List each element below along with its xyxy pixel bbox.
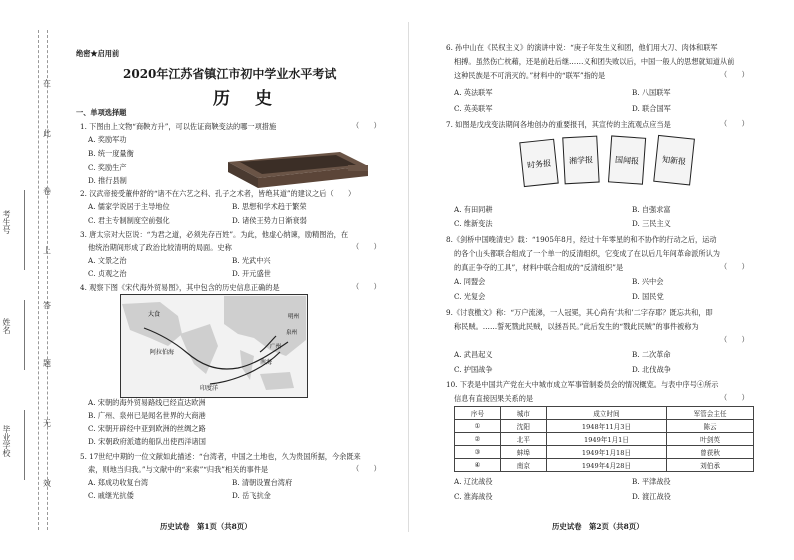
school-field[interactable] — [14, 410, 25, 480]
question-5: 5. 17世纪中期的一位文献如此描述：“台湾者，中国之土地也，久为贵国所据，今余既来 — [80, 452, 361, 461]
option-c: C. 戚继光抗倭 — [88, 491, 134, 500]
table-header-row — [455, 407, 754, 420]
table-cell: 叶剑英 — [667, 433, 754, 446]
answer-bracket[interactable]: （ ） — [720, 262, 749, 271]
option-a: A. 宋朝的海外贸易路线已经直达欧洲 — [88, 398, 206, 407]
answer-bracket[interactable]: （ ） — [720, 119, 749, 128]
newspaper-title: 知新报 — [661, 154, 687, 167]
option-b: B. 清朝设置台湾府 — [232, 478, 293, 487]
option-b: B. 兴中会 — [632, 277, 664, 286]
option-d: D. 开元盛世 — [232, 269, 271, 278]
school-label: 毕业学校 — [2, 425, 11, 457]
option-c: C. 维新变法 — [454, 219, 493, 228]
guide-char: 无 — [43, 419, 51, 428]
question-6-cont: 这种民族是不可消灭的。”材料中的“联军”指的是 — [454, 71, 606, 80]
question-8: 8.《剑桥中国晚清史》载：“1905年8月，经过十年零星的和不协作的行动之后，运动 — [446, 235, 717, 244]
table-cell: 1949年1月18日 — [546, 446, 666, 459]
option-a: A. 郑成功收复台湾 — [88, 478, 149, 487]
option-a: A. 奖励军功 — [88, 135, 127, 144]
shang-yang-measure-image — [222, 148, 372, 190]
option-a: A. 儒家学说居于主导地位 — [88, 202, 170, 211]
option-b: B. 二次革命 — [632, 350, 671, 359]
option-d: D. 国民党 — [632, 292, 664, 301]
guide-char: 上 — [43, 246, 51, 255]
option-d: D. 北伐战争 — [632, 365, 671, 374]
table-cell: 陈云 — [667, 420, 754, 433]
option-a: A. 武昌起义 — [454, 350, 493, 359]
question-3-cont: 他统治期间形成了政治比较清明的局面。史称 — [88, 243, 232, 252]
guide-char: 效 — [43, 479, 51, 488]
table-cell: 1948年11月3日 — [546, 420, 666, 433]
option-c: C. 英美联军 — [454, 104, 493, 113]
option-a: A. 英法联军 — [454, 88, 493, 97]
option-d: D. 渡江战役 — [632, 492, 671, 501]
guide-char: 答 — [43, 301, 51, 310]
map-label-south-sea: 南海 — [260, 359, 273, 366]
option-b: B. 广州、泉州已是闻名世界的大商港 — [88, 411, 206, 420]
confidential-mark: 绝密★启用前 — [76, 49, 120, 58]
option-d: D. 三民主义 — [632, 219, 671, 228]
option-d: D. 宋朝政府派遣的船队出使西洋诸国 — [88, 437, 206, 446]
examinee-number-label: 考生号 — [2, 210, 11, 234]
subject-title: 历 史 — [213, 89, 276, 109]
reform-newspapers-image — [518, 133, 700, 189]
page-footer: 历史试卷 第2页（共8页） — [552, 522, 644, 531]
answer-bracket[interactable]: （ ） — [720, 335, 749, 344]
option-c: C. 贞观之治 — [88, 269, 127, 278]
question-1: 1. 下图由上文物“商鞅方升”，可以佐证商鞅变法的哪一项措施 — [80, 122, 277, 131]
map-label-mingzhou: 明州 — [288, 314, 300, 320]
option-a: A. 有田同耕 — [454, 205, 493, 214]
guide-char: 卷 — [43, 187, 51, 196]
question-5-cont: 索，则地当归我。”与文献中的“来索”“归我”相关的事件是 — [88, 465, 269, 474]
table-row — [455, 420, 754, 433]
answer-bracket[interactable]: （ ） — [720, 70, 749, 79]
option-d: D. 诸侯王势力日渐衰弱 — [232, 216, 307, 225]
table-cell: ① — [455, 420, 501, 433]
option-b: B. 自强求富 — [632, 205, 671, 214]
question-10: 10. 下表是中国共产党在大中城市成立军事管制委员会的情况概览。与表中序号④所示 — [446, 380, 719, 389]
answer-bracket[interactable]: （ ） — [352, 282, 381, 291]
question-4: 4. 观察下图《宋代海外贸易图》，其中包含的历史信息正确的是 — [80, 283, 280, 292]
question-10-cont: 信息有直接因果关系的是 — [454, 394, 534, 403]
question-7: 7. 如图是戊戌变法期间各地创办的重要报刊，其宣传的主流观点应当是 — [446, 120, 671, 129]
option-d: D. 岳飞抗金 — [232, 491, 271, 500]
page-footer: 历史试卷 第1页（共8页） — [160, 522, 252, 531]
table-cell: 曾获秋 — [667, 446, 754, 459]
column-header: 序号 — [455, 407, 501, 420]
table-cell: 1949年4月28日 — [546, 459, 666, 472]
table-row — [455, 433, 754, 446]
map-label-indian-ocean: 印度洋 — [200, 385, 219, 392]
option-d: D. 联合国军 — [632, 104, 671, 113]
question-9: 9.《讨袁檄文》称：“万户流涕，一人冠冕，其心尚有‘共和’二字存耶？既忘共和，即 — [446, 308, 713, 317]
map-label-quanzhou: 泉州 — [286, 330, 298, 336]
question-6: 6. 孙中山在《民权主义》的演讲中说：“庚子年发生义和团，他们用大刀、肉体和联军 — [446, 43, 718, 52]
table-cell: 沈阳 — [500, 420, 546, 433]
section-heading: 一、单项选择题 — [76, 108, 127, 117]
option-b: B. 光武中兴 — [232, 256, 271, 265]
option-c: C. 奖励生产 — [88, 163, 127, 172]
option-b: B. 统一度量衡 — [88, 149, 134, 158]
table-cell: 1949年1月1日 — [546, 433, 666, 446]
question-8-cont: 的各个山头都联合组成了一个单一的反清组织，它变成了在以后几年间革命派所认为 — [454, 249, 720, 258]
column-header: 成立时间 — [546, 407, 666, 420]
table-cell: ③ — [455, 446, 501, 459]
option-a: A. 文景之治 — [88, 256, 127, 265]
table-cell: 蚌埠 — [500, 446, 546, 459]
table-row — [455, 459, 754, 472]
map-label-guangzhou: 广州 — [270, 344, 282, 350]
song-trade-map — [120, 294, 308, 398]
table-row — [455, 446, 754, 459]
map-label-dashi: 大食 — [148, 311, 161, 318]
table-cell: 南京 — [500, 459, 546, 472]
option-a: A. 辽沈战役 — [454, 477, 493, 486]
column-header: 城市 — [500, 407, 546, 420]
question-2: 2. 汉武帝接受董仲舒的“诸不在六艺之科、孔子之术者，皆绝其道”的建议之后（ ） — [80, 189, 356, 198]
newspaper-title: 国闻报 — [614, 155, 640, 166]
option-b: B. 平津战役 — [632, 477, 671, 486]
option-c: C. 君主专制制度空前强化 — [88, 216, 170, 225]
table-cell: ② — [455, 433, 501, 446]
newspaper-title: 湘学报 — [568, 155, 594, 166]
column-header: 军管会主任 — [667, 407, 754, 420]
examinee-number-field[interactable] — [14, 190, 25, 270]
name-label: 姓名 — [2, 318, 11, 334]
option-b: B. 八国联军 — [632, 88, 671, 97]
table-cell: 北平 — [500, 433, 546, 446]
option-b: B. 思想和学术趋于繁荣 — [232, 202, 307, 211]
question-9-cont: 称民贼。……誓死戮此民贼，以拯吾民。”此后发生的“戮此民贼”的事件被称为 — [454, 322, 699, 331]
name-field[interactable] — [14, 300, 25, 370]
military-committee-table — [454, 406, 754, 472]
guide-char: 此 — [43, 129, 51, 138]
option-a: A. 同盟会 — [454, 277, 486, 286]
option-c: C. 护国战争 — [454, 365, 493, 374]
option-d: D. 推行县制 — [88, 176, 127, 185]
guide-char: 在 — [43, 79, 51, 88]
newspaper-title: 时务报 — [526, 158, 552, 171]
guide-char: 题 — [43, 359, 51, 368]
option-c: C. 淮海战役 — [454, 492, 493, 501]
question-6-cont: 相搏。虽然伤亡枕藉，还是前赴后继……义和团失败以后，中国一般人的思想就知道从前 — [454, 57, 735, 66]
option-c: C. 光复会 — [454, 292, 486, 301]
exam-title: 2020年江苏省镇江市初中学业水平考试 — [123, 67, 337, 81]
answer-bracket[interactable]: （ ） — [720, 393, 749, 402]
answer-bracket[interactable]: （ ） — [352, 121, 381, 130]
question-3: 3. 唐太宗对大臣说：“为君之道，必须先存百姓”。为此，他虚心纳谏，励精图治，在 — [80, 230, 349, 239]
table-cell: 刘伯承 — [667, 459, 754, 472]
answer-bracket[interactable]: （ ） — [352, 464, 381, 473]
table-cell: ④ — [455, 459, 501, 472]
option-c: C. 宋朝开辟经中亚到欧洲的丝绸之路 — [88, 424, 206, 433]
answer-bracket[interactable]: （ ） — [352, 242, 381, 251]
page-divider — [408, 22, 409, 532]
question-8-cont: 的真正争夺的工具”，材料中联合组成的“反清组织”是 — [454, 263, 624, 272]
map-label-arabian-sea: 阿拉伯海 — [150, 349, 175, 356]
